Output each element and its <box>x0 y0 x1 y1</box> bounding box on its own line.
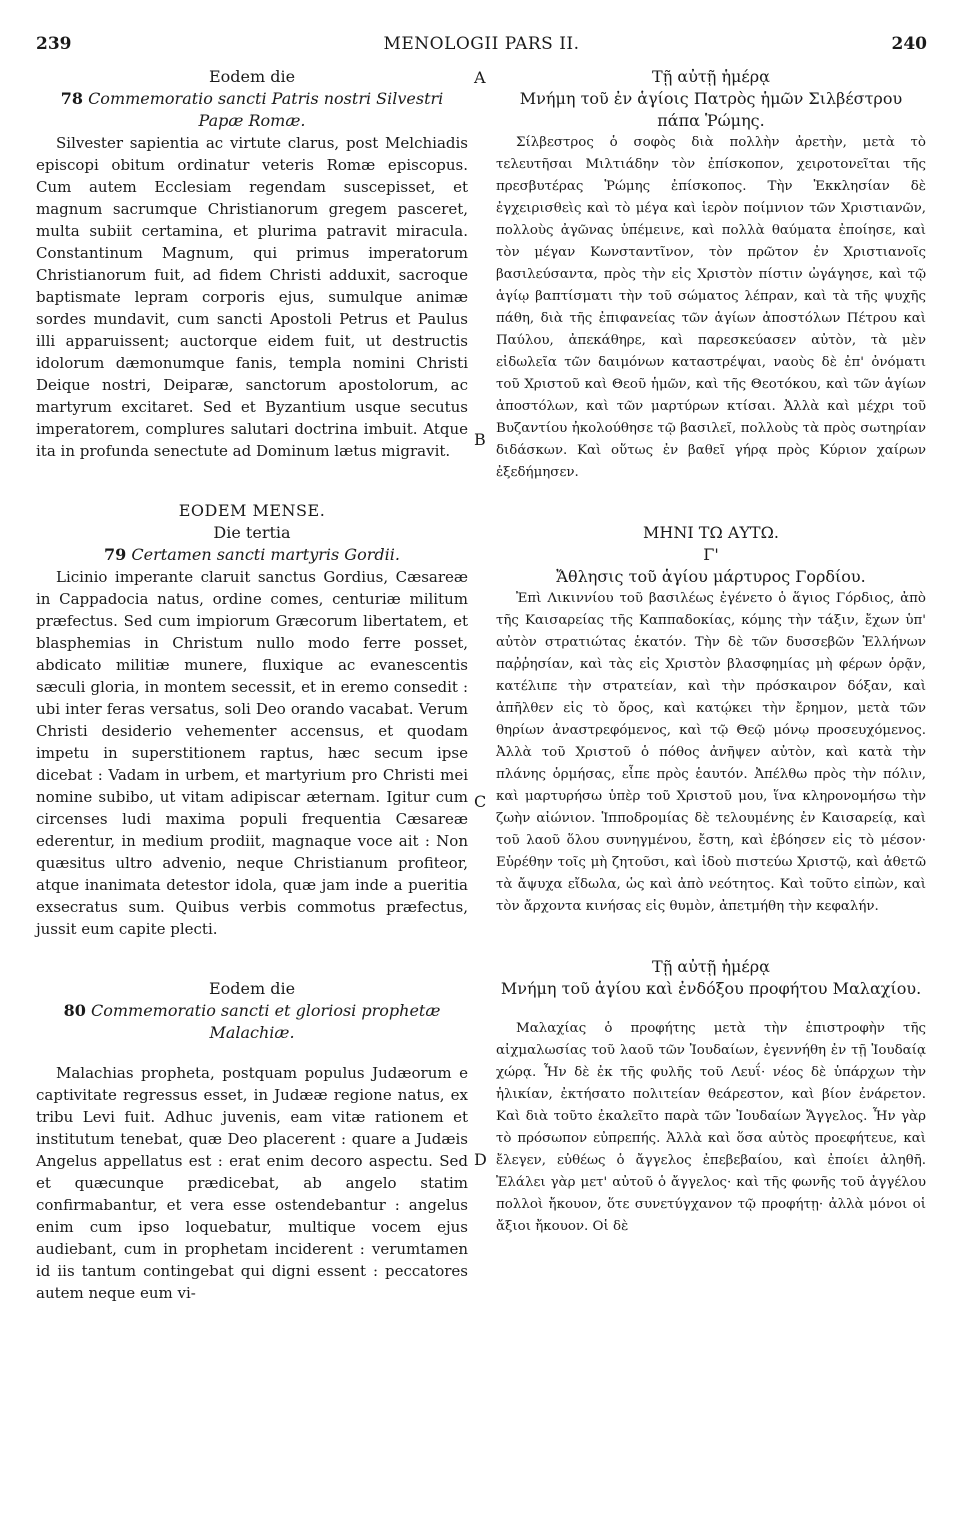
latin-s80-title: Commemoratio sancti et gloriosi prophetæ Malachiæ. <box>90 1001 441 1042</box>
page-number-right: 240 <box>891 34 927 54</box>
margin-letter-c: C <box>474 792 487 811</box>
latin-day-title: Die tertia <box>213 523 291 542</box>
latin-s79-text: Licinio imperante claruit sanctus Gordius, Cæsareæ in Cappadocia natus, ordine comes, centuriæ militum præfectus. Sed cum impiorum Græcorum libertatem, et blasphemias in Christum nullo modo ferre posset, abdicato militiæ munere, fluxique ac evanescentis sæculi gloria, in montem secessit, et in eremo consedit : ubi inter feras versatus, soli Deo orando vacabat. Verum Christi desiderio vehementer accensus, et quodam impetu in superstitionem raptus, hæc secum ipse dicebat : Vadam in urbem, et martyrium pro Christi mei nomine subibo, ut vitam adipiscar æternam. Igitur cum circenses ludi maxima populi frequentia Cæsareæ ederentur, in medium prodiit, magnaque voce ait : Non quæsitus ultro advenio, neque Christianum profiteor, atque inanimata detestor idola, quæ jam inde a pueritia exsecratus sum. Quibus verbis commotus præfectus, jussit eum capite plecti. <box>36 568 468 938</box>
greek-s78-text: Σίλβεστρος ὁ σοφὸς διὰ πολλὴν ἀρετὴν, μετὰ τὸ τελευτῆσαι Μιλτιάδην τὸν ἐπίσκοπον, χειροτονεῖται τῆς πρεσβυτέρας Ῥώμης ἐπίσκοπος. Τὴν Ἐκκλησίαν δὲ ἐγχειρισθεὶς καὶ τὸ μέγα καὶ ἱερὸν ποίμνιον τῶν Χριστιανῶν, πολλοὺς ἀγῶνας ὑπέμεινε, καὶ πολλὰ θαύματα ἐποίησε, καὶ τὸν μέγαν Κωνσταντῖνον, τὸν πρῶτον ἐν Χριστιανοῖς βασιλεύσαντα, πρὸς τὴν εἰς Χριστὸν πίστιν ὠγάγησε, καὶ τῷ ἁγίῳ βαπτίσματι τὴν τοῦ σώματος λέπραν, καὶ τὰ τῆς ψυχῆς πάθη, διὰ τῆς ἐπιφανείας τῶν ἁγίων ἀποστόλων Πέτρου καὶ Παύλου, ἀπεκάθηρε, καὶ παρεσκεύασεν αὐτὸν, τὰ μὲν εἰδωλεῖα τῶν δαιμόνων καταστρέψαι, ναοὺς δὲ ἐπ' ὀνόματι τοῦ Χριστοῦ καὶ Θεοῦ ἡμῶν, καὶ τῆς Θεοτόκου, καὶ τῶν ἁγίων ἀποστόλων, καὶ τῶν μαρτύρων κτίσαι. Ἀλλὰ καὶ μέχρι τοῦ Βυζαντίου ἠκολούθησε τῷ βασιλεῖ, πολλοὺς τὰ πρὸς σωτηρίαν διδάσκων. Καὶ οὕτως ἐν βαθεῖ γήρᾳ πρὸς Κύριον χαίρων ἐξεδήμησεν. <box>496 135 926 480</box>
greek-month-title: ΜΗΝΙ ΤΩ ΑΥΤΩ. <box>643 523 779 542</box>
greek-column <box>496 66 926 1238</box>
latin-s78-number: 78 <box>60 89 83 108</box>
greek-s80-text: Μαλαχίας ὁ προφήτης μετὰ τὴν ἐπιστροφὴν τῆς αἰχμαλωσίας τοῦ λαοῦ τῶν Ἰουδαίων, ἐγεννήθη ἐν τῇ Ἰουδαίᾳ χώρᾳ. Ἦν δὲ ἐκ τῆς φυλῆς τοῦ Λευΐ· νέος δὲ ὑπάρχων τὴν ἡλικίαν, ἐκτήσατο πολιτείαν θεάρεστον, καὶ βίον ἐνάρετον. Καὶ διὰ τοῦτο ἐκαλεῖτο παρὰ τῶν Ἰουδαίων Ἄγγελος. Ἦν γὰρ τὸ πρόσωπον εὐπρεπής. Ἀλλὰ καὶ ὅσα αὐτὸς προεφήτευε, καὶ ἔλεγεν, εὐθέως ὁ ἄγγελος ἐπεβεβαίου, καὶ ἐποίει ἀληθῆ. Ἐλάλει γὰρ μετ' αὐτοῦ ὁ ἄγγελος· καὶ τῆς φωνῆς τοῦ ἀγγέλου πολλοὶ ἤκουον, ὅτε συνετύγχανον τῷ προφήτῃ· ἀλλὰ μόνοι οἱ ἄξιοι ἤκουον. Οἱ δὲ <box>496 1021 926 1234</box>
latin-s79-heading <box>36 544 468 566</box>
running-title: MENOLOGII PARS II. <box>383 34 580 54</box>
margin-letter-a: A <box>474 68 486 87</box>
margin-letter-b: B <box>474 430 486 449</box>
latin-s78-heading <box>36 88 468 132</box>
greek-s79-text: Ἐπὶ Λικιννίου τοῦ βασιλέως ἐγένετο ὁ ἅγιος Γόρδιος, ἀπὸ τῆς Καισαρείας τῆς Καππαδοκίας, κόμης τὴν τάξιν, ἔχων ὑπ' αὐτὸν στρατιώτας ἑκατόν. Τὴν δὲ τῶν δυσσεβῶν Ἑλλήνων παῤῥησίαν, καὶ τὰς εἰς Χριστὸν βλασφημίας μὴ φέρων ὁρᾷν, κατέλιπε τὴν στρατείαν, καὶ τὴν πρόσκαιρον δόξαν, καὶ ἀπῆλθεν εἰς τὸ ὄρος, καὶ κατῴκει τὴν ἔρημον, μετὰ τῶν θηρίων ἀναστρεφόμενος, καὶ τῷ Θεῷ μόνῳ προσευχόμενος. Ἀλλὰ τοῦ Χριστοῦ ὁ πόθος ἀνῆψεν αὐτὸν, καὶ κατὰ τὴν πλάνης ὁρμήσας, εἶπε πρὸς ἑαυτόν. Ἀπέλθω πρὸς τὴν πόλιν, καὶ μαρτυρήσω ὑπὲρ τοῦ Χριστοῦ μου, ἵνα κληρονομήσω τὴν ζωὴν αἰώνιον. Ἱπποδρομίας δὲ τελουμένης ἐν Καισαρείᾳ, καὶ τοῦ λαοῦ ὅλου συνηγμένου, ἔστη, καὶ ἐβόησεν εἰς τὸ μέσον· Εὑρέθην τοῖς μὴ ζητοῦσι, καὶ ἰδοὺ πιστεύω Χριστῷ, καὶ ἀθετῶ τὰ ἄψυχα εἴδωλα, ὡς καὶ ἀπὸ νεότητος. Καὶ τοῦτο εἰπὼν, καὶ τὸν ἄρχοντα κινήσας εἰς θυμὸν, ἀπετμήθη τὴν κεφαλήν. <box>496 591 926 914</box>
greek-s80-date: Τῇ αὐτῇ ἡμέρᾳ <box>652 957 770 976</box>
latin-month-title: EODEM MENSE. <box>178 501 326 520</box>
greek-s78-date: Τῇ αὐτῇ ἡμέρᾳ <box>652 67 770 86</box>
latin-s80-number: 80 <box>63 1001 86 1020</box>
greek-s80-heading: Μνήμη τοῦ ἁγίου καὶ ἐνδόξου προφήτου Μαλαχίου. <box>500 979 922 998</box>
latin-s80-heading <box>36 1000 468 1044</box>
latin-s78-date: Eodem die <box>208 67 296 86</box>
page-number-left: 239 <box>36 34 72 54</box>
latin-s80-text: Malachias propheta, postquam populus Judæorum e captivitate regressus esset, in Judææ regione natus, ex tribu Levi fuit. Adhuc juvenis, eam vitæ rationem et institutum tenebat, quæ Deo placerent : quare a Judæis Angelus appellatus est : erat enim decoro aspectu. Sed et quæcunque prædicebat, ab angelo statim confirmabantur, et vera esse ostendebantur : angelus enim cum ipso loquebatur, multique vocem ejus audiebant, cum in prophetam inciderent : verumtamen id iis tantum contingebat qui digni essent : peccatores autem neque eum vi- <box>36 1064 468 1302</box>
latin-column <box>36 66 468 1304</box>
greek-day-title: Γ' <box>703 545 719 564</box>
margin-letter-d: D <box>474 1150 487 1169</box>
latin-s80-date: Eodem die <box>208 979 296 998</box>
greek-s79-heading: Ἄθλησις τοῦ ἁγίου μάρτυρος Γορδίου. <box>556 567 866 586</box>
latin-s79-number: 79 <box>104 545 127 564</box>
latin-s78-title: Commemoratio sancti Patris nostri Silvestri Papæ Romæ. <box>88 89 444 130</box>
latin-s78-text: Silvester sapientia ac virtute clarus, post Melchiadis episcopi obitum ordinatur veteris Romæ episcopus. Cum autem Ecclesiam regendam suscepisset, et magnum sacrumque Christianorum gregem pasceret, multa subiit certamina, et plurima patravit miracula. Constantinum Magnum, qui primus imperatorum Christianorum fuit, ad fidem Christi adduxit, sacroque baptismate lepram corporis ejus, sumulque animæ sordes mundavit, cum sancti Apostoli Petrus et Paulus illi apparuissent; auctorque eidem fuit, ut destructis idolorum dæmonumque fanis, templa nomini Christi Deique nostri, Deiparæ, sanctorum apostolorum, ac martyrum excitaret. Sed et Byzantium usque secutus imperatorem, complures salutari doctrina imbuit. Atque ita in profunda senectute ad Dominum lætus migravit. <box>36 134 468 460</box>
greek-s78-heading: Μνήμη τοῦ ἐν ἁγίοις Πατρὸς ἡμῶν Σιλβέστρου πάπα Ῥώμης. <box>519 89 903 130</box>
latin-s79-title: Certamen sancti martyris Gordii. <box>131 545 400 564</box>
